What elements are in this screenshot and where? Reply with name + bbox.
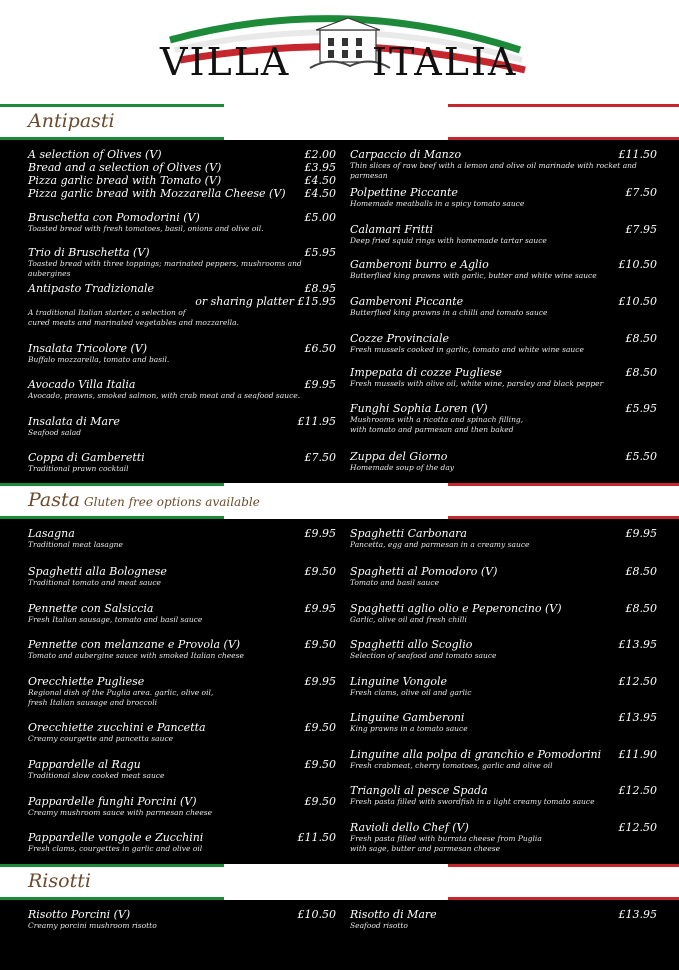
menu-item-price: £8.50 — [625, 332, 657, 345]
menu-item-name: Pappardelle vongole e Zucchini — [28, 831, 204, 844]
menu-item — [350, 602, 657, 625]
menu-item-price: £13.95 — [618, 638, 657, 651]
menu-item — [28, 211, 336, 234]
menu-item-name: Carpaccio di Manzo — [350, 148, 462, 161]
menu-item-price: £9.95 — [304, 602, 336, 615]
menu-item-description: Homemade meatballs in a spicy tomato sauce — [350, 199, 525, 208]
menu-item-description: Fresh clams, courgettes in garlic and olive oil — [28, 844, 203, 853]
menu-item — [350, 450, 657, 473]
menu-item-description: Homemade soup of the day — [350, 463, 455, 472]
menu-item-description: Butterflied king prawns in a chilli and tomato sauce — [350, 308, 548, 317]
menu-item-sharing-price: or sharing platter £15.95 — [195, 295, 336, 308]
menu-item-name: Spaghetti aglio olio e Peperoncino (V) — [350, 602, 562, 615]
menu-item-description: Fresh clams, olive oil and garlic — [350, 688, 472, 697]
menu-item-name: Pizza garlic bread with Mozzarella Cheese (V) — [28, 187, 286, 200]
menu-item — [350, 638, 657, 661]
menu-item-description: Fresh crabmeat, cherry tomatoes, garlic and olive oil — [350, 761, 553, 770]
menu-item-description: Garlic, olive oil and fresh chilli — [350, 615, 467, 624]
menu-item-price: £11.90 — [618, 748, 657, 761]
menu-item — [350, 148, 657, 181]
menu-item-name: Trio di Bruschetta (V) — [28, 246, 150, 259]
antipasti-header — [0, 107, 679, 137]
menu-item — [350, 565, 657, 588]
menu-item-price: £8.50 — [625, 366, 657, 379]
menu-item — [350, 784, 657, 807]
menu-item-name: Gamberoni burro e Aglio — [350, 258, 489, 271]
menu-item-price: £6.50 — [304, 342, 336, 355]
menu-item-description: Avocado, prawns, smoked salmon, with crab meat and a seafood sauce. — [28, 391, 301, 400]
menu-item-name: Pappardelle al Ragu — [28, 758, 141, 771]
menu-item-price: £4.50 — [304, 174, 336, 187]
menu-item — [350, 711, 657, 734]
menu-item — [28, 675, 336, 708]
menu-item-description: Fresh pasta filled with burrata cheese from Puglia with sage, butter and parmesan cheese — [350, 834, 542, 853]
menu-item-name: Spaghetti al Pomodoro (V) — [350, 565, 498, 578]
menu-item — [350, 748, 657, 771]
menu-item — [28, 795, 336, 818]
menu-item-name: Pennette con Salsiccia — [28, 602, 154, 615]
menu-item-price: £10.50 — [297, 908, 336, 921]
menu-item-price: £13.95 — [618, 908, 657, 921]
section-title-text: Pasta — [28, 489, 80, 511]
menu-item — [28, 451, 336, 474]
menu-item-price: £8.50 — [625, 565, 657, 578]
menu-item-name: A selection of Olives (V) — [28, 148, 162, 161]
section-title: Antipasti — [28, 110, 115, 132]
menu-item-description: Traditional tomato and meat sauce — [28, 578, 161, 587]
menu-item-price: £13.95 — [618, 711, 657, 724]
menu-item-price: £7.50 — [625, 186, 657, 199]
menu-item-description: Buffalo mozzarella, tomato and basil. — [28, 355, 170, 364]
section-title — [28, 489, 260, 511]
menu-item-description: King prawns in a tomato sauce — [350, 724, 468, 733]
logo-text-right: ITALIA — [372, 40, 518, 84]
menu-item-description: Toasted bread with three toppings; marinated peppers, mushrooms and aubergines — [28, 259, 302, 278]
menu-item-price: £11.50 — [297, 831, 336, 844]
menu-item-price: £5.95 — [304, 246, 336, 259]
menu-item — [28, 831, 336, 854]
menu-item-price: £7.95 — [625, 223, 657, 236]
menu-item — [28, 282, 336, 328]
menu-item-name: Linguine Vongole — [350, 675, 447, 688]
menu-item-price: £12.50 — [618, 821, 657, 834]
menu-item-name: Avocado Villa Italia — [28, 378, 136, 391]
menu-item-description: Traditional meat lasagne — [28, 540, 123, 549]
menu-item — [28, 602, 336, 625]
menu-item-name: Coppa di Gamberetti — [28, 451, 145, 464]
menu-item — [350, 675, 657, 698]
logo-text-left: VILLA — [160, 40, 291, 84]
menu-item-name: Linguine Gamberoni — [350, 711, 465, 724]
menu-item-name: Spaghetti allo Scoglio — [350, 638, 473, 651]
menu-item-price: £11.95 — [297, 415, 336, 428]
menu-item — [28, 758, 336, 781]
menu-item-name: Lasagna — [28, 527, 75, 540]
menu-item-price: £4.50 — [304, 187, 336, 200]
menu-item-description: Traditional slow cooked meat sauce — [28, 771, 165, 780]
menu-item-name: Gamberoni Piccante — [350, 295, 464, 308]
menu-item-description: Butterflied king prawns with garlic, butter and white wine sauce — [350, 271, 597, 280]
menu-item-description: Thin slices of raw beef with a lemon and olive oil marinade with rocket and parmesan — [350, 161, 637, 180]
menu-item-name: Risotto Porcini (V) — [28, 908, 131, 921]
menu-item — [350, 186, 657, 209]
menu-item — [350, 908, 657, 931]
menu-item-price: £5.95 — [625, 402, 657, 415]
menu-item-description: Traditional prawn cocktail — [28, 464, 129, 473]
menu-item-description: Fresh mussels cooked in garlic, tomato and white wine sauce — [350, 345, 584, 354]
menu-item-description: Fresh mussels with olive oil, white wine, parsley and black pepper — [350, 379, 604, 388]
menu-item-price: £12.50 — [618, 784, 657, 797]
menu-item-name: Impepata di cozze Pugliese — [350, 366, 503, 379]
menu-item-name: Ravioli dello Chef (V) — [350, 821, 469, 834]
menu-item-name: Insalata di Mare — [28, 415, 120, 428]
menu-item — [28, 378, 336, 401]
menu-item-price: £7.50 — [304, 451, 336, 464]
menu-item-price: £9.95 — [625, 527, 657, 540]
menu-item-name: Bruschetta con Pomodorini (V) — [28, 211, 200, 224]
menu-item-description: Toasted bread with fresh tomatoes, basil, onions and olive oil. — [28, 224, 264, 233]
menu-item-price: £9.95 — [304, 378, 336, 391]
menu-item-description: Creamy mushroom sauce with parmesan cheese — [28, 808, 213, 817]
menu-item-description: Creamy courgette and pancetta sauce — [28, 734, 174, 743]
menu-item-name: Pizza garlic bread with Tomato (V) — [28, 174, 222, 187]
menu-item-name: Antipasto Tradizionale — [28, 282, 155, 295]
menu-item-description: Deep fried squid rings with homemade tartar sauce — [350, 236, 547, 245]
menu-item-description: Seafood salad — [28, 428, 82, 437]
menu-item-name: Risotto di Mare — [350, 908, 437, 921]
menu-item-name: Polpettine Piccante — [350, 186, 458, 199]
menu-item-description: A traditional Italian starter, a selection of cured meats and marinated vegetables and mozzarella. — [28, 308, 239, 327]
header — [0, 0, 679, 104]
menu-item — [28, 638, 336, 661]
menu-item — [350, 258, 657, 281]
menu-item-price: £5.00 — [304, 211, 336, 224]
menu-item-name: Funghi Sophia Loren (V) — [350, 402, 488, 415]
menu-item-price: £8.50 — [625, 602, 657, 615]
menu-item-price: £10.50 — [618, 258, 657, 271]
menu-item — [350, 366, 657, 389]
menu-item-description: Tomato and aubergine sauce with smoked Italian cheese — [28, 651, 244, 660]
menu-item-description: Pancetta, egg and parmesan in a creamy sauce — [350, 540, 530, 549]
logo — [160, 10, 530, 90]
menu-item-name: Bread and a selection of Olives (V) — [28, 161, 222, 174]
section-note: Gluten free options available — [83, 495, 260, 509]
menu-item — [350, 223, 657, 246]
menu-item-name: Spaghetti alla Bolognese — [28, 565, 167, 578]
pasta-header — [0, 486, 679, 516]
pasta-section — [0, 519, 679, 864]
menu-item-price: £9.50 — [304, 795, 336, 808]
menu-item-price: £9.50 — [304, 758, 336, 771]
menu-item-description: Creamy porcini mushroom risotto — [28, 921, 157, 930]
menu-item — [28, 527, 336, 550]
menu-item — [28, 148, 336, 200]
risotti-header — [0, 867, 679, 897]
menu-item — [350, 527, 657, 550]
menu-item — [350, 332, 657, 355]
menu-item-name: Pappardelle funghi Porcini (V) — [28, 795, 197, 808]
menu-item-name: Linguine alla polpa di granchio e Pomodorini — [350, 748, 602, 761]
menu-item — [350, 402, 657, 435]
menu-item-name: Triangoli al pesce Spada — [350, 784, 488, 797]
menu-item-price: £8.95 — [304, 282, 336, 295]
menu-item-description: Regional dish of the Puglia area. garlic, olive oil, fresh Italian sausage and broccoli — [28, 688, 214, 707]
menu-item-price: £2.00 — [304, 148, 336, 161]
menu-item-price: £9.50 — [304, 565, 336, 578]
menu-item-price: £3.95 — [304, 161, 336, 174]
menu-item-description: Selection of seafood and tomato sauce — [350, 651, 497, 660]
menu-item-price: £9.50 — [304, 721, 336, 734]
menu-item — [28, 721, 336, 744]
menu-item — [28, 908, 336, 931]
menu-item — [28, 342, 336, 365]
menu-item-name: Spaghetti Carbonara — [350, 527, 467, 540]
menu-item-name: Calamari Fritti — [350, 223, 434, 236]
menu-item-name: Insalata Tricolore (V) — [28, 342, 148, 355]
menu-item-description: Fresh pasta filled with swordfish in a light creamy tomato sauce — [350, 797, 595, 806]
menu-item-description: Fresh Italian sausage, tomato and basil sauce — [28, 615, 203, 624]
menu-item — [350, 295, 657, 318]
menu-item-price: £9.95 — [304, 675, 336, 688]
menu-item-description: Mushrooms with a ricotta and spinach filling, with tomato and parmesan and then baked — [350, 415, 524, 434]
menu-item-price: £9.95 — [304, 527, 336, 540]
menu-item — [28, 415, 336, 438]
menu-item-price: £10.50 — [618, 295, 657, 308]
menu-item-name: Cozze Provinciale — [350, 332, 449, 345]
menu-item-name: Pennette con melanzane e Provola (V) — [28, 638, 241, 651]
menu-item — [350, 821, 657, 854]
section-title: Risotti — [28, 870, 91, 892]
menu-item-name: Orecchiette Pugliese — [28, 675, 145, 688]
antipasti-section — [0, 140, 679, 483]
menu-item-description: Seafood risotto — [350, 921, 408, 930]
menu-item-name: Zuppa del Giorno — [350, 450, 448, 463]
menu-item — [28, 246, 336, 279]
menu-item — [28, 565, 336, 588]
menu-item-price: £11.50 — [618, 148, 657, 161]
menu-item-price: £9.50 — [304, 638, 336, 651]
menu-item-name: Orecchiette zucchini e Pancetta — [28, 721, 206, 734]
menu-item-description: Tomato and basil sauce — [350, 578, 440, 587]
menu-item-price: £5.50 — [625, 450, 657, 463]
menu-item-price: £12.50 — [618, 675, 657, 688]
